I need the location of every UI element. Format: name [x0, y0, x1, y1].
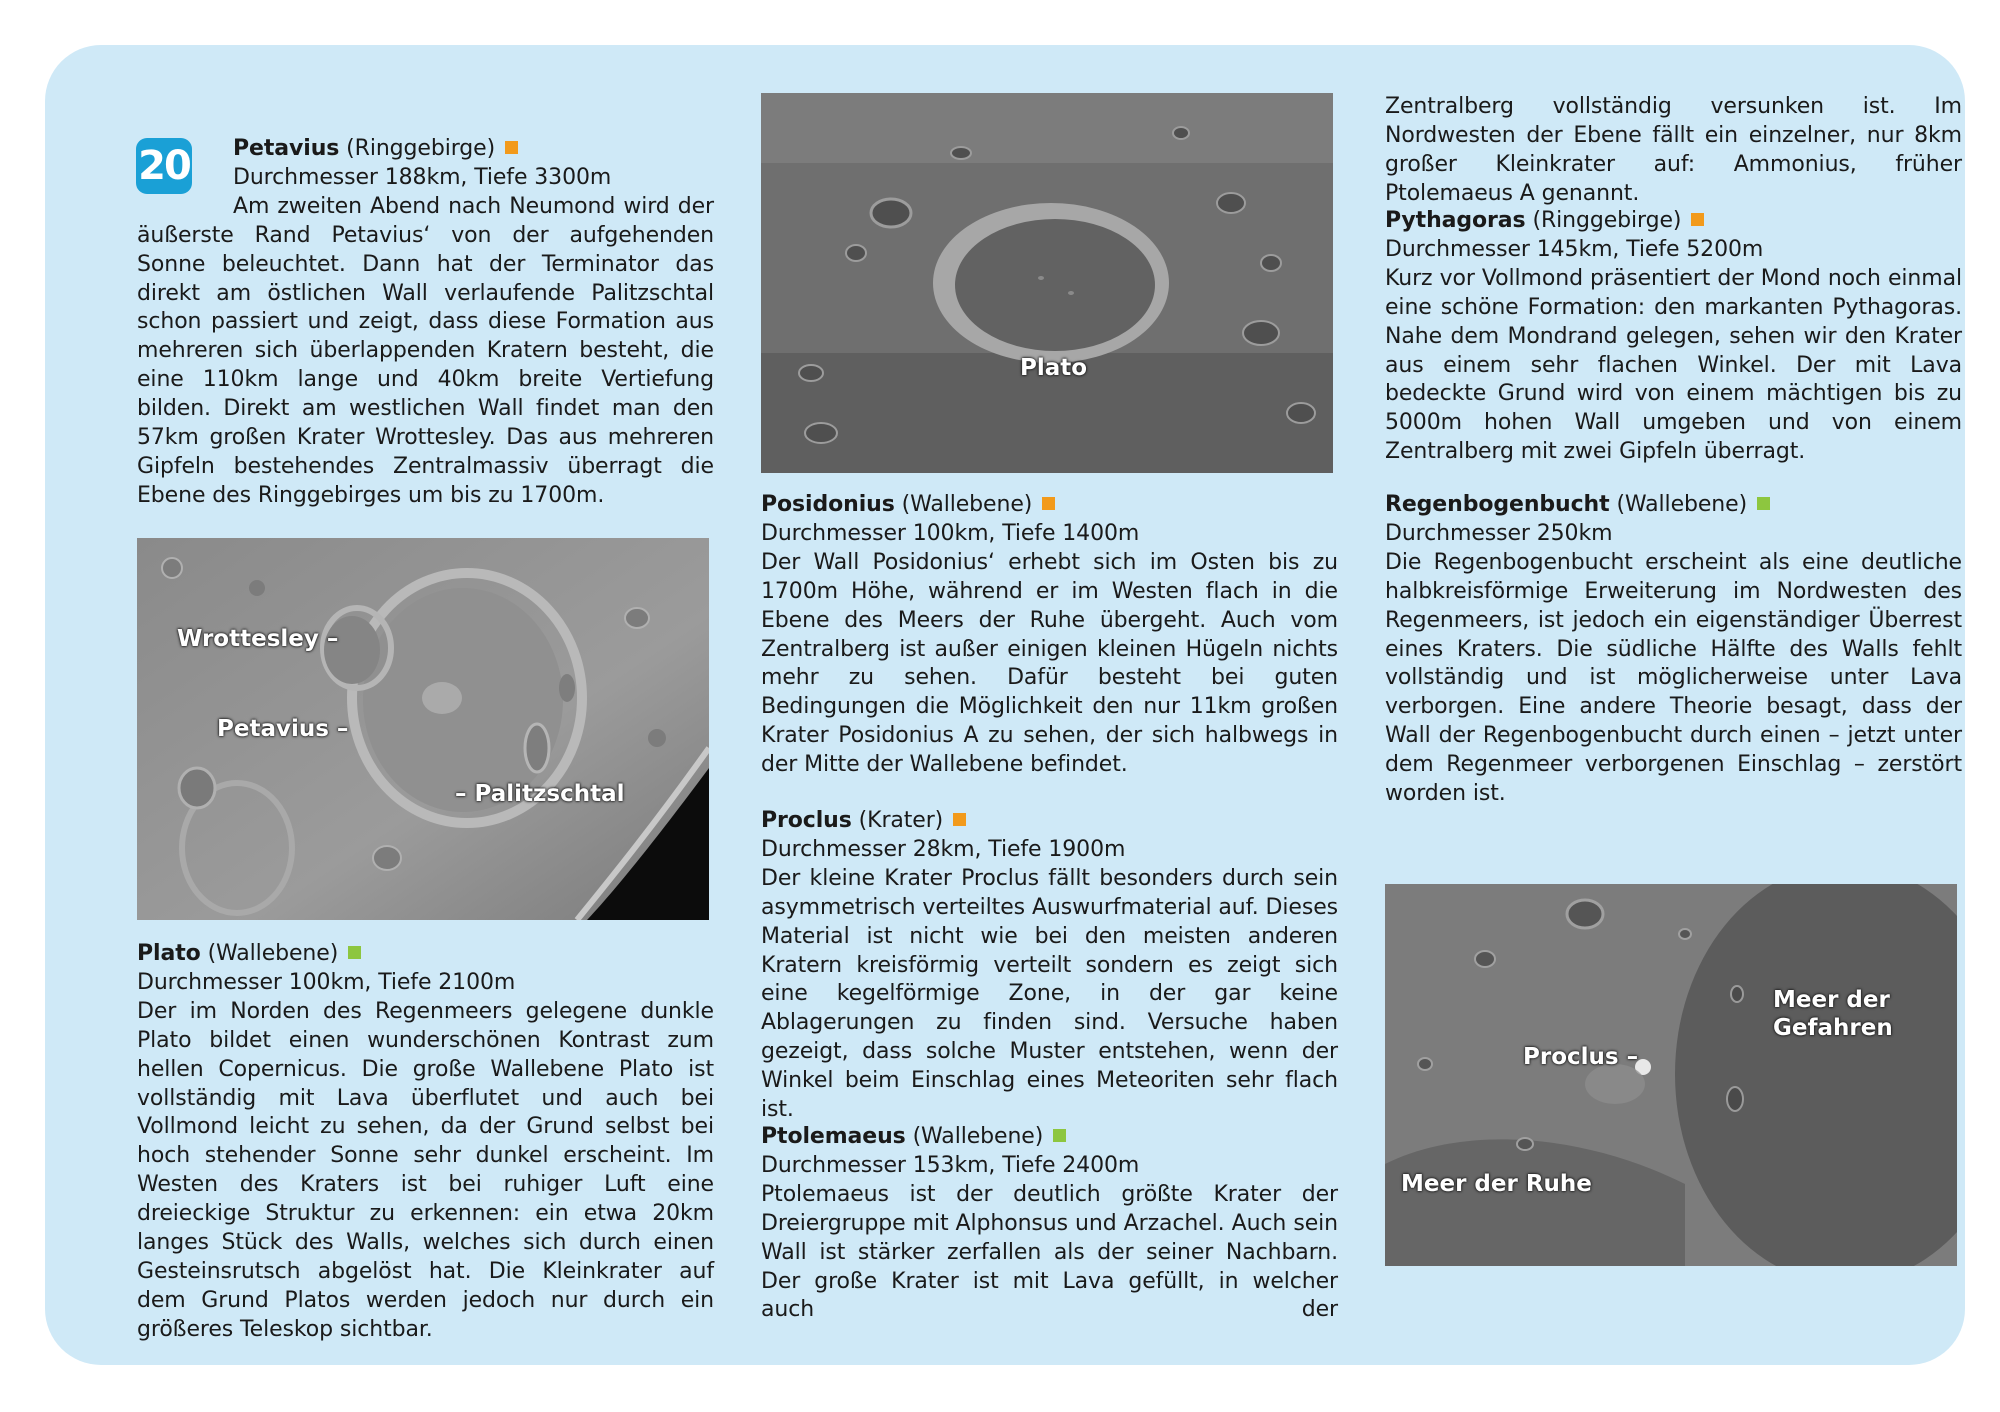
- entry-ptolemaeus: [761, 1123, 1338, 1325]
- entry-text: Kurz vor Vollmond präsentiert der Mond noch einmal eine schöne Formation: den markanten Pythagoras. Nahe dem Mondrand gelegen, sehen wir den Krater aus einem sehr flachen Winkel. Der mit Lava bedeckte Grund wird von einem mächtigen bis zu 5000m hohen Wall umgeben und von einem Zentralberg mit zwei Gipfeln überragt.: [1385, 265, 1962, 465]
- entry-text-continued: Zentralberg vollständig versunken ist. Im Nordwesten der Ebene fällt ein einzelner, nur 8km großer Kleinkrater auf: Ammonius, früher Ptolemaeus A genannt.: [1385, 94, 1962, 206]
- entry-dims: Durchmesser 100km, Tiefe 2100m: [137, 969, 516, 995]
- page-card: [45, 45, 1965, 1365]
- label-proclus: Proclus –: [1523, 1044, 1639, 1070]
- label-plato: Plato: [1020, 355, 1088, 381]
- entry-text: Am zweiten Abend nach Neumond wird der äußerste Rand Petavius‘ von der aufgehenden Sonne beleuchtet. Dann hat der Terminator das direkt am östlichen Wall verlaufende Palitzschtal schon passiert und zeigt, dass diese Formation aus mehreren sich überlappenden Kratern besteht, die eine 110km lange und 40km breite Vertiefung bilden. Direkt am westlichen Wall findet man den 57km großen Krater Wrottesley. Das aus mehreren Gipfeln bestehendes Zentralmassiv überragt die Ebene des Ringgebirges um bis zu 1700m.: [137, 193, 714, 508]
- label-meer-der-gefahren: Meer der Gefahren: [1773, 987, 1893, 1041]
- green-marker-icon: [1053, 1129, 1066, 1142]
- entry-name: Plato: [137, 941, 201, 966]
- entry-text: Der Wall Posidonius‘ erhebt sich im Osten bis zu 1700m Höhe, während er im Westen flach in die Ebene des Meers der Ruhe übergeht. Auch vom Zentralberg ist außer einigen kleinen Hügeln nichts mehr zu sehen. Dafür besteht bei guten Bedingungen die Möglichkeit den nur 11km großen Krater Posidonius A zu sehen, der sich halbwegs in der Mitte der Wallebene befindet.: [761, 549, 1338, 778]
- photo-petavius: [137, 538, 709, 920]
- entry-dims: Durchmesser 153km, Tiefe 2400m: [761, 1152, 1140, 1178]
- column-2: [761, 93, 1338, 1323]
- entry-text: Die Regenbogenbucht erscheint als eine deutliche halbkreisförmige Erweiterung im Nordwesten des Regenmeers, ist jedoch ein eigenständiger Überrest eines Kraters. Die südliche Hälfte des Walls fehlt vollständig und ist möglicherweise unter Lava verborgen. Eine andere Theorie besagt, dass der Wall der Regenbogenbucht durch einen – jetzt unter dem Regenmeer verborgenen Einschlag – zerstört worden ist.: [1385, 549, 1962, 807]
- green-marker-icon: [348, 946, 361, 959]
- entry-dims: Durchmesser 100km, Tiefe 1400m: [761, 520, 1140, 546]
- entry-name: Petavius: [233, 136, 340, 161]
- entry-type: (Wallebene): [1616, 492, 1748, 517]
- entry-dims: Durchmesser 28km, Tiefe 1900m: [761, 836, 1126, 862]
- entry-name: Posidonius: [761, 492, 895, 517]
- entry-posidonius: [761, 491, 1338, 780]
- label-palitzschtal: – Palitzschtal: [455, 781, 625, 807]
- entry-type: (Wallebene): [901, 492, 1033, 517]
- entry-petavius: [137, 135, 714, 511]
- orange-marker-icon: [1042, 497, 1055, 510]
- column-1: [137, 135, 714, 1342]
- entry-name: Ptolemaeus: [761, 1124, 906, 1149]
- label-meer-der-ruhe: Meer der Ruhe: [1401, 1171, 1592, 1197]
- entry-text: Der kleine Krater Proclus fällt besonders durch sein asymmetrisch verteiltes Auswurfmaterial auf. Dieses Material ist nicht wie bei den meisten anderen Kratern kreisförmig verteilt sondern es zeigt sich eine kegelförmige Zone, in der gar keine Ablagerungen zu finden sind. Versuche haben gezeigt, dass solche Muster entstehen, wenn der Winkel beim Einschlag eines Meteoriten sehr flach ist.: [761, 865, 1338, 1123]
- orange-marker-icon: [505, 141, 518, 154]
- label-wrottesley: Wrottesley –: [177, 626, 339, 652]
- entry-dims: Durchmesser 145km, Tiefe 5200m: [1385, 236, 1764, 262]
- lunar-surface-image: [761, 93, 1333, 473]
- photo-proclus: [1385, 884, 1957, 1266]
- entry-dims: Durchmesser 250km: [1385, 520, 1613, 546]
- column-3: [1385, 93, 1962, 1197]
- entry-name: Pythagoras: [1385, 208, 1526, 233]
- entry-type: (Ringgebirge): [1532, 208, 1682, 233]
- entry-text: Der im Norden des Regenmeers gelegene dunkle Plato bildet einen wunderschönen Kontrast zum hellen Copernicus. Die große Wallebene Plato ist vollständig mit Lava überflutet und auch bei Vollmond leicht zu sehen, da der Grund selbst bei hoch stehender Sonne sehr dunkel erscheint. Im Westen des Kraters ist bei ruhiger Luft eine dreieckige Struktur zu erkennen: ein etwa 20km langes Stück des Walls, welches sich durch einen Gesteinsrutsch abgelöst hat. Die Kleinkrater auf dem Grund Platos werden jedoch nur durch ein größeres Teleskop sichtbar.: [137, 998, 714, 1342]
- orange-marker-icon: [953, 813, 966, 826]
- entry-type: (Wallebene): [207, 941, 339, 966]
- entry-text: Ptolemaeus ist der deutlich größte Krater der Dreiergruppe mit Alphonsus und Arzachel. Auch sein Wall ist stärker zerfallen als der seiner Nachbarn. Der große Krater ist mit Lava gefüllt, in welcher auch der: [761, 1181, 1338, 1323]
- green-marker-icon: [1757, 497, 1770, 510]
- lunar-surface-image: [1385, 884, 1957, 1266]
- entry-name: Regenbogenbucht: [1385, 492, 1610, 517]
- photo-plato: [761, 93, 1333, 473]
- entry-type: (Krater): [858, 808, 944, 833]
- entry-regenbogenbucht: [1385, 491, 1962, 809]
- entry-ptolemaeus-continued: [1385, 93, 1962, 209]
- orange-marker-icon: [1691, 213, 1704, 226]
- entry-dims: Durchmesser 188km, Tiefe 3300m: [233, 164, 612, 190]
- label-petavius: Petavius –: [217, 716, 349, 742]
- page-number-badge: 20: [136, 138, 192, 194]
- entry-type: (Wallebene): [912, 1124, 1044, 1149]
- entry-name: Proclus: [761, 808, 852, 833]
- entry-plato: [137, 940, 714, 1345]
- entry-pythagoras: [1385, 207, 1962, 467]
- entry-type: (Ringgebirge): [346, 136, 496, 161]
- entry-proclus: [761, 807, 1338, 1125]
